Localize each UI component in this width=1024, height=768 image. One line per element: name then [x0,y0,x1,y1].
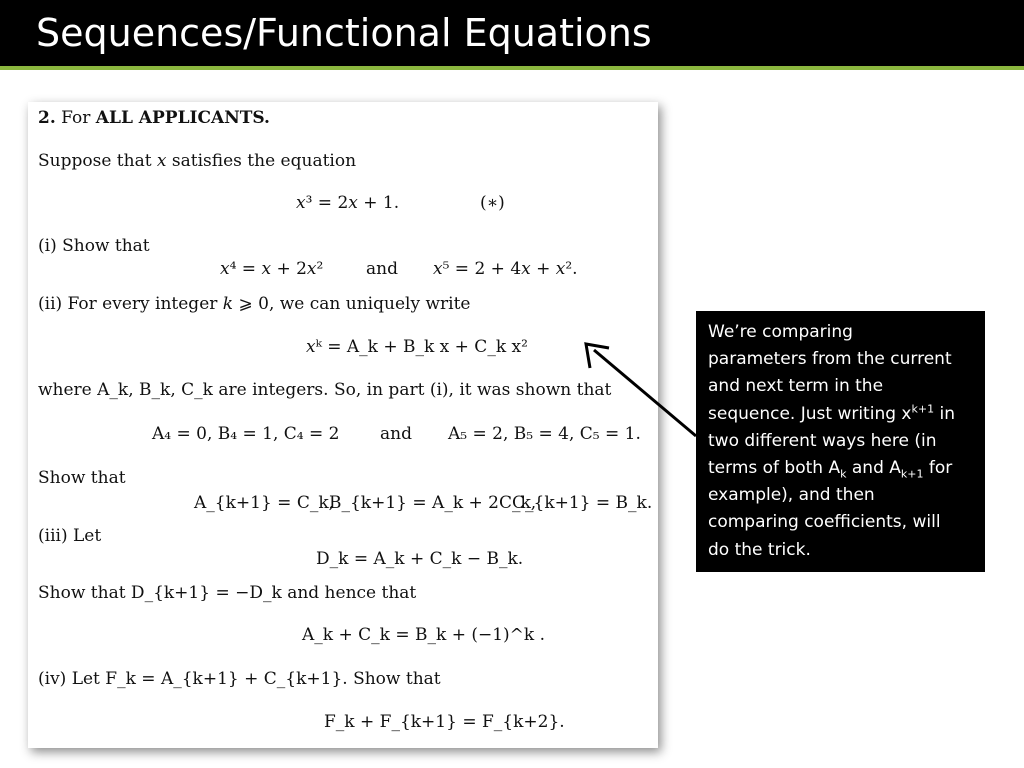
recurrence-b: B_{k+1} = A_k + 2C_k, [329,493,537,513]
part-iv-text: (iv) Let F_k = A_{k+1} + C_{k+1}. Show that [38,669,441,689]
part-i-equation-right: 𝑥⁵ = 2 + 4𝑥 + 𝑥². [433,259,578,279]
values-right: A₅ = 2, B₅ = 4, C₅ = 1. [448,424,641,444]
callout-line-9: do the trick. [708,539,811,560]
part-iv-equation: F_k + F_{k+1} = F_{k+2}. [324,712,565,732]
callout-line-3: and next term in the [708,376,884,397]
part-i-and: and [366,259,398,279]
part-i-label: (i) Show that [38,236,150,256]
part-ii-equation [306,336,528,358]
arrow-shaft [594,350,696,436]
slide-title: Sequences/Functional Equations [36,11,652,55]
part-iii-label: (iii) Let [38,526,102,546]
recurrence-a: A_{k+1} = C_k, [194,493,335,513]
problem-page-image [28,102,658,748]
part-iii-show: Show that D_{k+1} = −D_k and hence that [38,583,417,603]
callout-box [696,311,985,572]
callout-line-2: parameters from the current [708,349,952,370]
main-equation: 𝑥³ = 2𝑥 + 1. [296,193,400,213]
arrow-head [586,344,609,368]
part-ii-text: (ii) For every integer 𝑘 ⩾ 0, we can uniquely write [38,294,471,314]
callout-line-6: terms of both $A_k$ and $A_{k+1}$ for [708,458,953,481]
intro-text: Suppose that 𝑥 satisfies the equation [38,151,357,171]
part-ii-equation-text: 𝑥ᵏ = A_k + B_k x + C_k x² [306,337,528,357]
where-text: where A_k, B_k, C_k are integers. So, in part (i), it was shown that [38,380,612,400]
callout-line-5: two different ways here (in [708,430,937,451]
show-that-label: Show that [38,468,126,488]
values-and: and [380,424,412,444]
callout-line-1: We’re comparing [708,322,853,342]
values-left: A₄ = 0, B₄ = 1, C₄ = 2 [152,424,340,444]
callout-line-8: comparing coefficients, will [708,512,941,533]
part-i-equation-left: 𝑥⁴ = 𝑥 + 2𝑥² [220,259,324,279]
title-accent-line [0,66,1024,70]
arrow-pointer-icon [570,330,710,450]
part-iii-equation: D_k = A_k + C_k − B_k. [316,549,524,569]
callout-line-7: example), and then [708,485,875,506]
part-iii-result: A_k + C_k = B_k + (−1)^k . [302,625,546,645]
question-heading: 2. For ALL APPLICANTS. [38,108,270,128]
equation-tag: (∗) [480,193,505,213]
recurrence-c: C_{k+1} = B_k. [512,493,653,513]
callout-line-4: sequence. Just writing $x^{k+1}$ in [708,401,955,424]
